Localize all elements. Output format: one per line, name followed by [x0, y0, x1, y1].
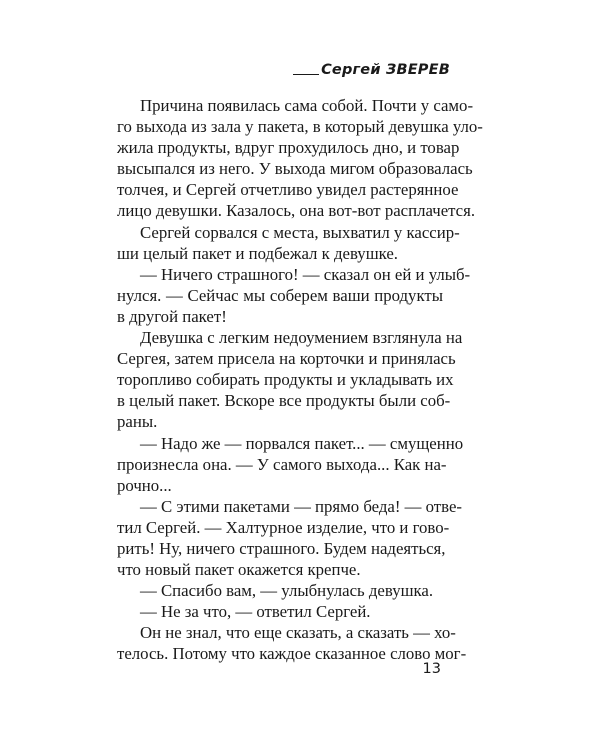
text-line: что новый пакет окажется крепче. — [117, 560, 361, 580]
paragraph — [117, 496, 462, 580]
text-line: тил Сергей. — Халтурное изделие, что и гово- — [117, 517, 450, 537]
text-line: ши целый пакет и подбежал к девушке. — [117, 243, 398, 263]
text-line: — Ничего страшного! — сказал он ей и улыб- — [140, 264, 471, 284]
text-line: го выхода из зала у пакета, в который девушка уло- — [117, 117, 483, 137]
text-line: лицо девушки. Казалось, она вот-вот расплачется. — [117, 201, 476, 221]
text-line: телось. Потому что каждое сказанное слово мог- — [117, 644, 467, 664]
text-line: толчея, и Сергей отчетливо увидел растерянное — [117, 180, 459, 200]
paragraph — [117, 433, 464, 496]
text-line: рочно... — [117, 475, 172, 495]
text-line: Он не знал, что еще сказать, а сказать — хо- — [140, 623, 456, 643]
text-line: рить! Ну, ничего страшного. Будем надеяться, — [117, 538, 446, 558]
text-line: в целый пакет. Вскоре все продукты были соб- — [117, 391, 451, 411]
header-author: Сергей ЗВЕРЕВ — [321, 62, 450, 78]
paragraph — [117, 222, 460, 264]
header-rule — [293, 74, 319, 75]
text-line: высыпался из него. У выхода мигом образовалась — [117, 159, 473, 179]
text-line: нулся. — Сейчас мы соберем ваши продукты — [117, 285, 443, 305]
running-header — [293, 62, 450, 78]
text-line: — С этими пакетами — прямо беда! — отве- — [140, 496, 462, 516]
text-line: Сергея, затем присела на корточки и принялась — [117, 349, 456, 369]
paragraph — [117, 580, 443, 601]
body-text — [117, 95, 483, 665]
page-number: 13 — [422, 661, 441, 677]
paragraph — [117, 327, 463, 432]
paragraph — [117, 264, 471, 327]
text-line: произнесла она. — У самого выхода... Как на- — [117, 454, 447, 474]
paragraph — [117, 601, 443, 622]
text-line: в другой пакет! — [117, 306, 227, 326]
text-line: — Надо же — порвался пакет... — смущенно — [140, 433, 464, 453]
text-line: раны. — [117, 412, 158, 432]
text-line: торопливо собирать продукты и укладывать их — [117, 370, 454, 390]
paragraph — [117, 95, 483, 222]
text-line: — Не за что, — ответил Сергей. — [140, 602, 371, 622]
text-line: Девушка с легким недоумением взглянула на — [140, 328, 463, 348]
text-line: Причина появилась сама собой. Почти у само- — [140, 96, 474, 115]
text-line: Сергей сорвался с места, выхватил у кассир- — [140, 222, 460, 242]
paragraph — [117, 622, 467, 664]
text-line: — Спасибо вам, — улыбнулась девушка. — [140, 581, 434, 601]
text-line: жила продукты, вдруг прохудилось дно, и товар — [117, 138, 460, 158]
